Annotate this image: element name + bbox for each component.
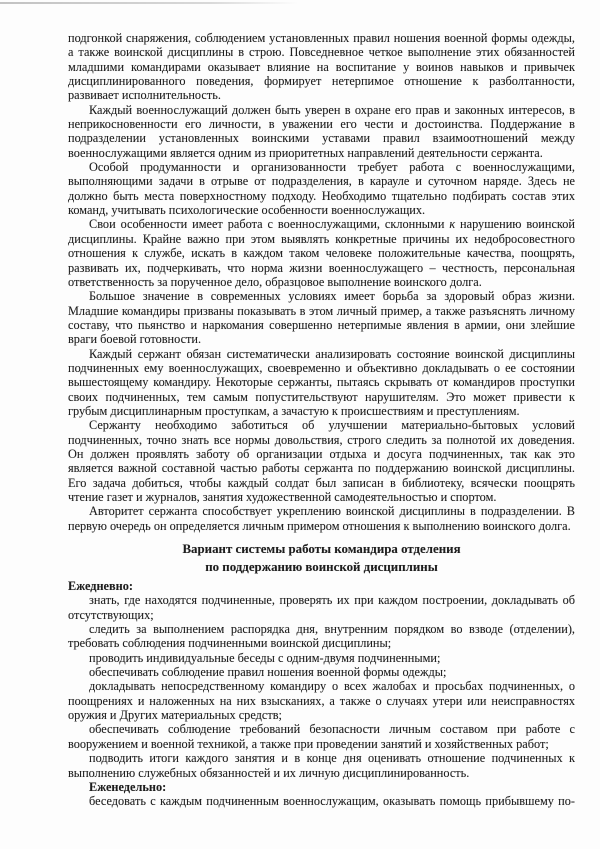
weekly-label: Еженедельно: bbox=[89, 779, 167, 794]
daily-item: подводить итоги каждого занятия и в конце дня оценивать отношение подчиненных к выполнению служебных обязанностей и их личную дисциплинированность. bbox=[68, 751, 575, 780]
paragraph bbox=[68, 217, 575, 289]
daily-item: обеспечивать соблюдение требований безопасности личным составом при работе с вооружением и военной техникой, а также при проведении занятий и хозяйственных работ; bbox=[68, 722, 575, 751]
section-heading-line1: Вариант системы работы командира отделения bbox=[182, 542, 461, 557]
section-heading-line2: по поддержанию воинской дисциплины bbox=[205, 559, 438, 574]
paragraph: Сержанту необходимо заботиться об улучшении материально-бытовых условий подчиненных, точно знать все нормы довольствия, строго следить за полнотой их доведения. Он должен проявлять заботу об организации отдыха и досуга подчиненных, так как это является важной составной частью работы сержанта по поддержанию воинской дисциплины. Его задача добиться, чтобы каждый солдат был записан в библиотеку, всячески поощрять чтение газет и журналов, занятия художественной самодеятельностью и спортом. bbox=[68, 418, 575, 504]
italic-letter: к bbox=[449, 217, 456, 232]
weekly-item: беседовать с каждым подчиненным военнослужащим, оказывать помощь прибывшему по- bbox=[89, 794, 575, 809]
scan-artifact-line bbox=[0, 2, 298, 4]
daily-item: обеспечивать соблюдение правил ношения военной формы одежды; bbox=[89, 665, 447, 680]
daily-item: знать, где находятся подчиненные, проверять их при каждом построении, докладывать об отсутствующих; bbox=[68, 593, 575, 622]
section-heading bbox=[68, 541, 575, 576]
paragraph: Большое значение в современных условиях имеет борьба за здоровый образ жизни. Младшие командиры призваны показывать в этом личный пример, а также разъяснять личному составу, что пьянство и наркомания совершенно нетерпимые явления в армии, они злейшие враги боевой готовности. bbox=[68, 289, 575, 347]
paragraph: Особой продуманности и организованности требует работа с военнослужащими, выполняющими задачи в отрыве от подразделения, в карауле и суточном наряде. Здесь не должно быть места поверхностному подходу. Необходимо тщательно подбирать состав этих команд, учитывать психологические особенности военнослужащих. bbox=[68, 160, 575, 218]
paragraph: Каждый сержант обязан систематически анализировать состояние воинской дисциплины подчиненных ему военнослужащих, своевременно и объективно докладывать о ее состоянии вышестоящему командиру. Некоторые сержанты, пытаясь скрывать от командиров проступки своих подчиненных, тем самым попустительствуют нарушителям. Это может привести к грубым дисциплинарным проступкам, а зачастую к происшествиям и преступлениям. bbox=[68, 346, 575, 418]
paragraph: Каждый военнослужащий должен быть уверен в охране его прав и законных интересов, в неприкосновенности его личности, в уважении его чести и достоинства. Поддержание в подразделении установленных воинскими уставами правил взаимоотношений между военнослужащими является одним из приоритетных направлений деятельности сержанта. bbox=[68, 102, 575, 160]
paragraph: подгонкой снаряжения, соблюдением установленных правил ношения военной формы одежды, а также воинской дисциплины в строю. Повседневное четкое выполнение этих обязанностей младшими командирами оказывает влияние на воспитание у воинов навыков и привычек дисциплинированного поведения, формирует нетерпимое отношение к разболтанности, развивает исполнительность. bbox=[68, 31, 575, 103]
daily-label: Ежедневно: bbox=[68, 579, 133, 594]
daily-item: проводить индивидуальные беседы с одним-двумя подчиненными; bbox=[89, 650, 441, 665]
paragraph: Авторитет сержанта способствует укреплению воинской дисциплины в подразделении. В первую очередь он определяется личным примером отношения к выполнению воинского долга. bbox=[68, 504, 575, 533]
paragraph-text: нарушению воинской дисциплины. Крайне важно при этом выявлять конкретные причины их недобросовестного отношения к службе, искать в каждом таком человеке положительные качества, поощрять, развивать их, подчеркивать, что норма жизни военнослужащего – честность, персональная ответственность за порученное дело, образцовое выполнение воинского долга. bbox=[68, 217, 575, 289]
daily-item: следить за выполнением распорядка дня, внутренним порядком во взводе (отделении), требовать соблюдения подчиненными воинской дисциплины; bbox=[68, 622, 575, 651]
paragraph-text: Свои особенности имеет работа с военнослужащими, склонными bbox=[89, 217, 450, 232]
page-text-content bbox=[68, 31, 575, 809]
daily-item: докладывать непосредственному командиру о всех жалобах и просьбах подчиненных, о поощрениях и наложенных на них взысканиях, а также о случаях утери или неисправностях оружия и Других материальных средств; bbox=[68, 679, 575, 723]
